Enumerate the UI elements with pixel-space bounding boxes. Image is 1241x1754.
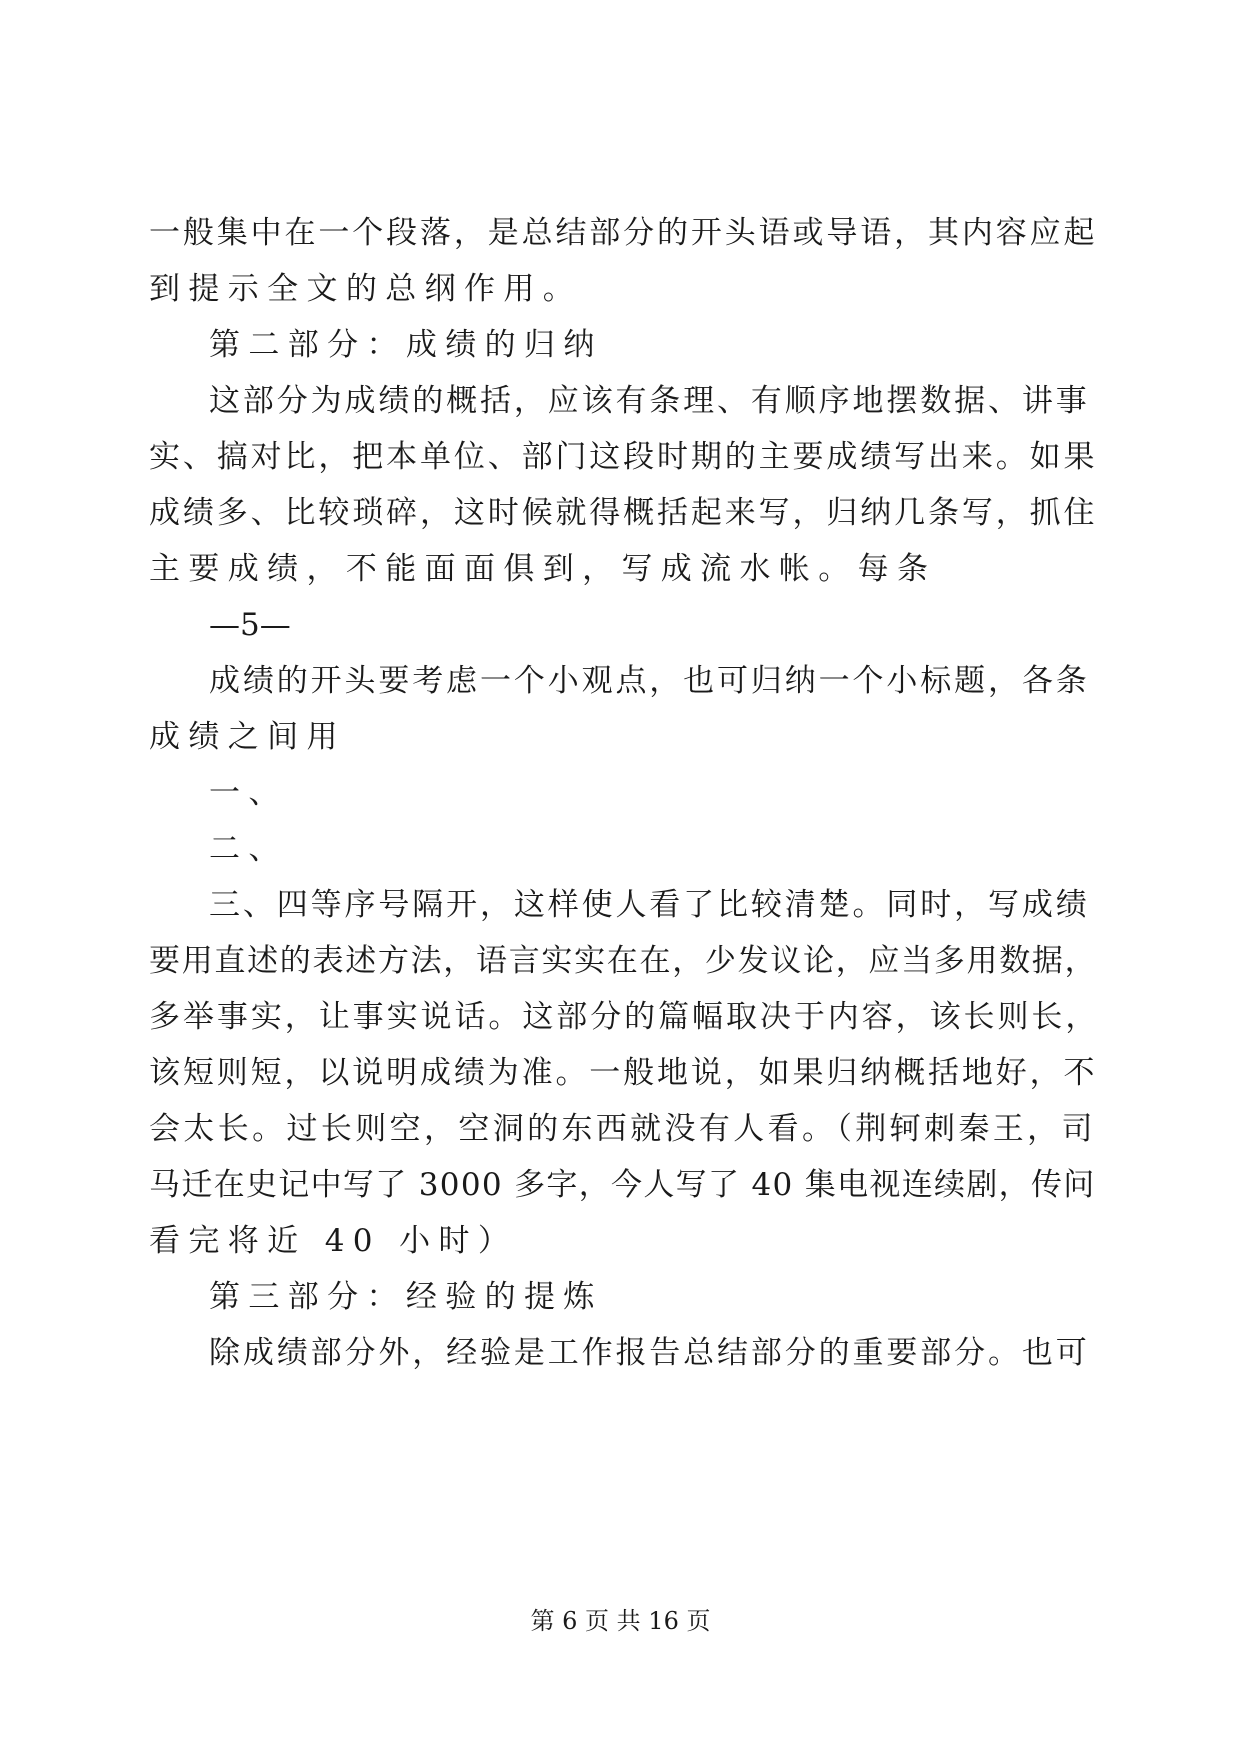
body-text-line: 成绩的开头要考虑一个小观点，也可归纳一个小标题，各条 bbox=[209, 663, 1090, 699]
body-text-line: 一般集中在一个段落，是总结部分的开头语或导语，其内容应起 bbox=[149, 215, 1098, 251]
inline-page-marker: —5— bbox=[209, 607, 291, 643]
body-text-line: 三、四等序号隔开，这样使人看了比较清楚。同时，写成绩 bbox=[209, 887, 1090, 923]
section-heading: 第三部分：经验的提炼 bbox=[209, 1279, 603, 1315]
body-text-line: 会太长。过长则空，空洞的东西就没有人看。（荆轲刺秦王，司 bbox=[149, 1111, 1096, 1147]
section-heading: 第二部分：成绩的归纳 bbox=[209, 327, 603, 363]
body-text-line: 实、搞对比，把本单位、部门这段时期的主要成绩写出来。如果 bbox=[149, 439, 1098, 475]
body-text-line: 多举事实，让事实说话。这部分的篇幅取决于内容，该长则长， bbox=[149, 999, 1100, 1035]
body-text-line: 主要成绩，不能面面俱到，写成流水帐。每条 bbox=[149, 551, 937, 587]
body-text-line: 除成绩部分外，经验是工作报告总结部分的重要部分。也可 bbox=[209, 1335, 1090, 1371]
body-text-line: 这部分为成绩的概括，应该有条理、有顺序地摆数据、讲事 bbox=[209, 383, 1090, 419]
body-text-line: 看完将近 40 小时） bbox=[149, 1223, 518, 1259]
body-text-line: 成绩之间用 bbox=[149, 719, 346, 755]
body-text-line: 马迁在史记中写了 3000 多字，今人写了 40 集电视连续剧，传问 bbox=[149, 1167, 1096, 1203]
body-text-line: 成绩多、比较琐碎，这时候就得概括起来写，归纳几条写，抓住 bbox=[149, 495, 1098, 531]
page-footer: 第 6 页 共 16 页 bbox=[530, 1607, 711, 1635]
body-text-line: 到提示全文的总纲作用。 bbox=[149, 271, 583, 307]
body-text-line: 该短则短，以说明成绩为准。一般地说，如果归纳概括地好，不 bbox=[149, 1055, 1098, 1091]
list-number: 一、 bbox=[209, 775, 288, 811]
body-text-line: 要用直述的表述方法，语言实实在在，少发议论，应当多用数据， bbox=[149, 943, 1098, 979]
list-number: 二、 bbox=[209, 831, 288, 867]
